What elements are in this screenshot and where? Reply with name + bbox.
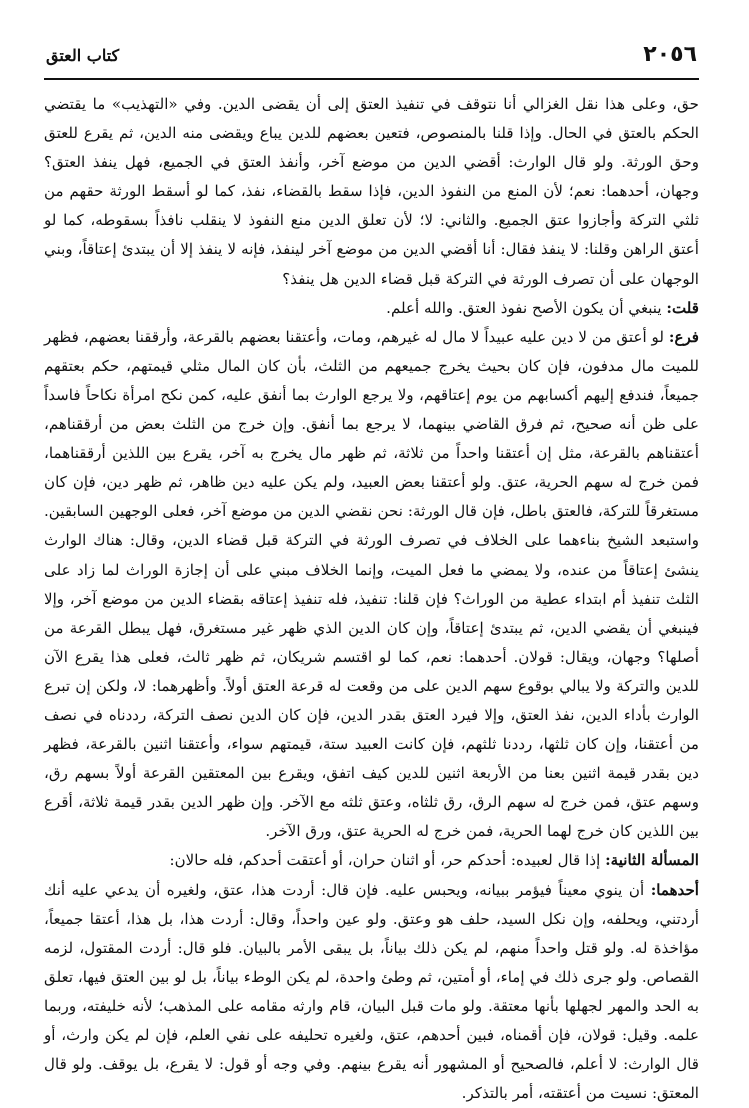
paragraph-text: ينبغي أن يكون الأصح نفوذ العتق. والله أعلم. bbox=[386, 298, 662, 317]
page-number: ٢٠٥٦ bbox=[643, 42, 697, 67]
paragraph-label: قلت: bbox=[666, 298, 699, 317]
paragraph-text: أن ينوي معيناً فيؤمر ببيانه، ويحبس عليه. فإن قال: أردت هذا، عتق، ولغيره أن يدعي عليه أنك أردتني، ويحلفه، وإن نكل السيد، حلف هو وعتق. ولو عين واحداً، وقال: أردت هذا، بل هذا، أعتقا جميعاً، مؤاخذة له. ولو قتل واحداً منهم، لم يكن ذلك بياناً، بل يبقى الأمر بالبيان. فلو قال: أردت المقتول، لزمه القصاص. ولو جرى ذلك في إماء، أو أمتين، ثم وطئ واحدة، لم يكن الوطء بياناً، بل لو بين العتق فيها، تعلق به الحد والمهر لجهلها بأنها معتقة. ولو مات قبل البيان، قام وارثه مقامه على المذهب؛ لأنه خليفته، وربما علمه. وقيل: قولان، فإن أقمناه، فبين أحدهم، عتق، ولغيره تحليفه على نفي العلم، فإن لم يكن وارث، أو قال الوارث: لا أعلم، فالصحيح أو المشهور أنه يقرع بينهم. وفي وجه أو قول: لا يقرع، بل يوقف. ولو قال المعتق: نسيت من أعتقته، أمر بالتذكر. bbox=[44, 880, 699, 1103]
paragraph-text: إذا قال لعبيده: أحدكم حر، أو اثنان حران، أو أعتقت أحدكم، فله حالان: bbox=[169, 851, 601, 870]
book-title: كتاب العتق bbox=[46, 46, 120, 65]
paragraph-text: حق، وعلى هذا نقل الغزالي أنا نتوقف في تنفيذ العتق إلى أن يقضى الدين. وفي «التهذيب» ما يقتضي الحكم بالعتق في الحال. وإذا قلنا بالمنصوص، فتعين بعضهم للدين يباع ويقضى منه الدين، ثم يقرع للعتق وحق الورثة. ولو قال الوارث: أقضي الدين من موضع آخر، وأنفذ العتق في الجميع، فهل ينفذ العتق؟ وجهان، أحدهما: نعم؛ لأن المنع من النفوذ الدين، فإذا سقط بالقضاء، نفذ، كما لو أسقط الورثة حقهم من ثلثي التركة وأجازوا عتق الجميع. والثاني: لا؛ لأن تعلق الدين منع النفوذ لا ينقلب نافذاً بسقوطه، كما لو أعتق الراهن وقلنا: لا ينفذ فقال: أنا أقضي الدين من موضع آخر لينفذ، فإنه لا ينفذ إلا أن يبتدئ إعتاقاً، وبني الوجهان على أن تصرف الورثة في التركة قبل قضاء الدين هل ينفذ؟ bbox=[44, 95, 699, 288]
paragraph-label: فرع: bbox=[668, 327, 699, 346]
paragraph bbox=[44, 294, 699, 323]
body-text bbox=[44, 90, 699, 1108]
paragraph-text: لو أعتق من لا دين عليه عبيداً لا مال له غيرهم، ومات، وأعتقنا بعضهم بالقرعة، وأرققنا بعضهم، فظهر للميت مال مدفون، فإن كان بحيث يخرج جميعهم من الثلث، بأن كان المال مثلي قيمتهم، حكم بعتقهم جميعاً، فندفع إليهم أكسابهم من يوم إعتاقهم، ولا يرجع الوارث بما أنفق عليه، كمن نكح امرأة نكاحاً فاسداً على ظن أنه صحيح، ثم فرق القاضي بينهما، لا يرجع بما أنفق. وإن خرج من الثلث بعض من أرققناهم، أعتقناهم بالقرعة، مثل إن أعتقنا واحداً من ثلاثة، ثم ظهر مال يخرج به آخر، يقرع بين اللذين أرققناهما، فمن خرج له سهم الحرية، عتق. ولو أعتقنا بعض العبيد، ولم يكن عليه دين ظاهر، ثم ظهر دين، فإن كان مستغرقاً للتركة، فالعتق باطل، فإن قال الورثة: نحن نقضي الدين من موضع آخر، فعلى الوجهين السابقين. واستبعد الشيخ بناءهما على الخلاف في تصرف الورثة في التركة قبل قضاء الدين، وقال: هناك الوارث ينشئ إعتاقاً من عنده، ولا يمضي ما فعل الميت، وإنما الخلاف مبني على أن إجازة الوراث لما زاد على الثلث تنفيذ أم ابتداء عطية من الوراث؟ فإن قلنا: تنفيذ، فله تنفيذ إعتاقه بقضاء الدين من موضع آخر، وإلا فينبغي أن يقضي الدين، ثم يبتدئ إعتاقاً، وإن كان الدين الذي ظهر غير مستغرق، فهل يبطل القرعة من أصلها؟ وجهان، ويقال: قولان. أحدهما: نعم، كما لو اقتسم شريكان، ثم ظهر ثالث، فعلى هذا يقرع الآن للدين والتركة ولا يبالي بوقوع سهم الدين على من وقعت له قرعة العتق أولاً. وأظهرهما: لا، ولكن إن تبرع الوارث بأداء الدين، نفذ العتق، وإلا فيرد العتق بقدر الدين، فإن كان الدين نصف التركة، رددناه في نصف من أعتقنا، وإن كان ثلثها، رددنا ثلثهم، فإن كانت العبيد ستة، قيمتهم سواء، وأعتقنا اثنين بالقرعة، فظهر دين بقدر قيمة اثنين بعنا من الأربعة اثنين للدين كيف اتفق، ويقرع بين المعتقين القرعة أولاً بسهم رق، وسهم عتق، فمن خرج له سهم الرق، رق ثلثاه، وعتق ثلثه مع الآخر. وإن ظهر الدين بقدر قيمة ثلاثة، أقرع بين اللذين كان خرج لهما الحرية، فمن خرج له الحرية عتق، ورق الآخر. bbox=[44, 327, 699, 841]
paragraph bbox=[44, 323, 699, 847]
paragraph bbox=[44, 90, 699, 294]
paragraph bbox=[44, 846, 699, 875]
paragraph-label: المسألة الثانية: bbox=[605, 851, 699, 870]
page-header bbox=[44, 38, 699, 80]
paragraph bbox=[44, 876, 699, 1108]
paragraph-label: أحدهما: bbox=[650, 880, 699, 899]
